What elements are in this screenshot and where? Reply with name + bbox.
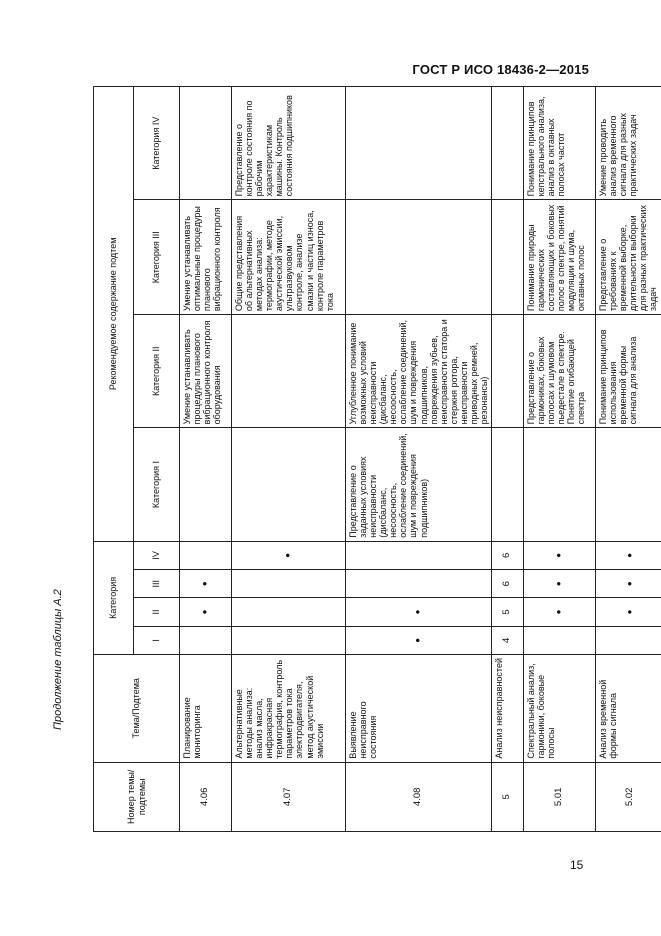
row-number: 4.07 <box>232 762 346 831</box>
row-hours-4: 6 <box>492 541 524 569</box>
row-hours-1: 4 <box>492 626 524 654</box>
row-content-cat3: Общие представления об альтернативных методах анализа: термографии, методе акустической эмиссии, ультразвуковом контроле, анализе смазки и частиц износа, контроле параметров тока <box>232 200 346 315</box>
row-topic: Анализ временной формы сигнала <box>596 654 661 762</box>
table-row-section <box>492 87 524 832</box>
row-mark-1: • <box>346 626 492 654</box>
row-content-cat3: Умение устанавливать оптимальные процедуры планового вибрационного контроля <box>180 200 232 315</box>
row-content-cat4 <box>180 87 232 200</box>
row-mark-2: • <box>346 598 492 626</box>
row-topic: Выявление неисправного состояния <box>346 654 492 762</box>
header-cat-2: Категория II <box>134 315 180 428</box>
row-number: 5.01 <box>524 762 596 831</box>
row-number: 4.08 <box>346 762 492 831</box>
row-mark-1 <box>232 626 346 654</box>
header-number: Номер темы/ подтемы <box>94 762 180 831</box>
table-row <box>346 87 492 832</box>
row-hours-2: 5 <box>492 598 524 626</box>
row-content-cat3 <box>346 200 492 315</box>
row-mark-2: • <box>524 598 596 626</box>
row-mark-3: • <box>180 570 232 598</box>
header-roman-3: III <box>134 570 180 598</box>
row-mark-2: • <box>596 598 661 626</box>
row-number: 5 <box>492 762 524 831</box>
page-number: 15 <box>570 858 584 872</box>
header-roman-1: I <box>134 626 180 654</box>
row-mark-3: • <box>596 570 661 598</box>
row-content-cat2: Понимание принципов использования временной формы сигнала для анализа <box>596 315 661 428</box>
row-topic: Альтернативные методы анализа: анализ масла, инфракрасная термография, контроль параметров тока электродвигателя, метод акустической эмиссии <box>232 654 346 762</box>
row-mark-4: • <box>232 541 346 569</box>
table-caption: Продолжение таблицы А.2 <box>52 589 64 730</box>
row-mark-1 <box>524 626 596 654</box>
row-content-cat2: Углубленное понимание возможных условий неисправности (дисбаланс, несоосность, ослабление соединений, шум и повреждения подшипников, повреждения зубьев, неисправности статора и стержня ротора, неисправности приводных ремней, резонансы) <box>346 315 492 428</box>
row-mark-2 <box>232 598 346 626</box>
row-content-cat4: Представление о контроле состояния по рабочим характеристикам машины. Контроль состояния подшипников <box>232 87 346 200</box>
requirements-table <box>93 86 661 832</box>
table-row <box>232 87 346 832</box>
row-mark-4 <box>180 541 232 569</box>
row-content-cat3: Понимание природы гармонических составляющих и боковых полос в спектре, понятий модуляции и шума, октавных полос <box>524 200 596 315</box>
header-category: Категория <box>94 541 134 654</box>
row-mark-1 <box>596 626 661 654</box>
table-row <box>524 87 596 832</box>
row-content-cat2 <box>232 315 346 428</box>
row-mark-4 <box>346 541 492 569</box>
row-mark-3: • <box>524 570 596 598</box>
row-content-cat4: Умение проводить анализ временного сигнала для разных практических задач <box>596 87 661 200</box>
row-topic: Планирование мониторинга <box>180 654 232 762</box>
standard-header: ГОСТ Р ИСО 18436-2—2015 <box>412 62 589 77</box>
row-content-cat1 <box>232 428 346 541</box>
row-mark-2: • <box>180 598 232 626</box>
row-content-cat1: Представление о заданных условиях неисправности (дисбаланс, несоосность, ослабление соединений, шум и повреждения подшипников) <box>346 428 492 541</box>
table-row <box>596 87 661 832</box>
table-row <box>180 87 232 832</box>
header-recommended: Рекомендуемое содержание подтем <box>94 87 134 542</box>
row-mark-4: • <box>524 541 596 569</box>
header-row-top <box>94 87 134 832</box>
header-roman-2: II <box>134 598 180 626</box>
row-mark-4: • <box>596 541 661 569</box>
row-content-cat2: Представление о гармониках, боковых полосах и шумовом пьедестале в спектре. Понятие огибающей спектра <box>524 315 596 428</box>
row-content-cat2 <box>492 315 524 428</box>
row-mark-1 <box>180 626 232 654</box>
header-cat-4: Категория IV <box>134 87 180 200</box>
row-topic: Спектральный анализ, гармоники, боковые полосы <box>524 654 596 762</box>
row-content-cat1 <box>596 428 661 541</box>
row-content-cat1 <box>492 428 524 541</box>
row-content-cat3 <box>492 200 524 315</box>
header-roman-4: IV <box>134 541 180 569</box>
row-number: 4.06 <box>180 762 232 831</box>
row-content-cat4 <box>492 87 524 200</box>
header-cat-1: Категория I <box>134 428 180 541</box>
row-number: 5.02 <box>596 762 661 831</box>
row-content-cat1 <box>524 428 596 541</box>
row-topic: Анализ неисправностей <box>492 654 524 762</box>
row-content-cat2: Умение устанавливать процедуры планового вибрационного контроля оборудования <box>180 315 232 428</box>
row-mark-3 <box>232 570 346 598</box>
header-cat-3: Категория III <box>134 200 180 315</box>
header-topic: Тема/Подтема <box>94 654 180 762</box>
row-mark-3 <box>346 570 492 598</box>
rotated-table-container <box>93 86 659 832</box>
row-content-cat4: Понимание принципов кепстрального анализа, анализ в октавных полосах частот <box>524 87 596 200</box>
row-hours-3: 6 <box>492 570 524 598</box>
row-content-cat1 <box>180 428 232 541</box>
row-content-cat4 <box>346 87 492 200</box>
row-content-cat3: Представление о требованиях к временной выборке, длительности выборки для разных практических задач <box>596 200 661 315</box>
